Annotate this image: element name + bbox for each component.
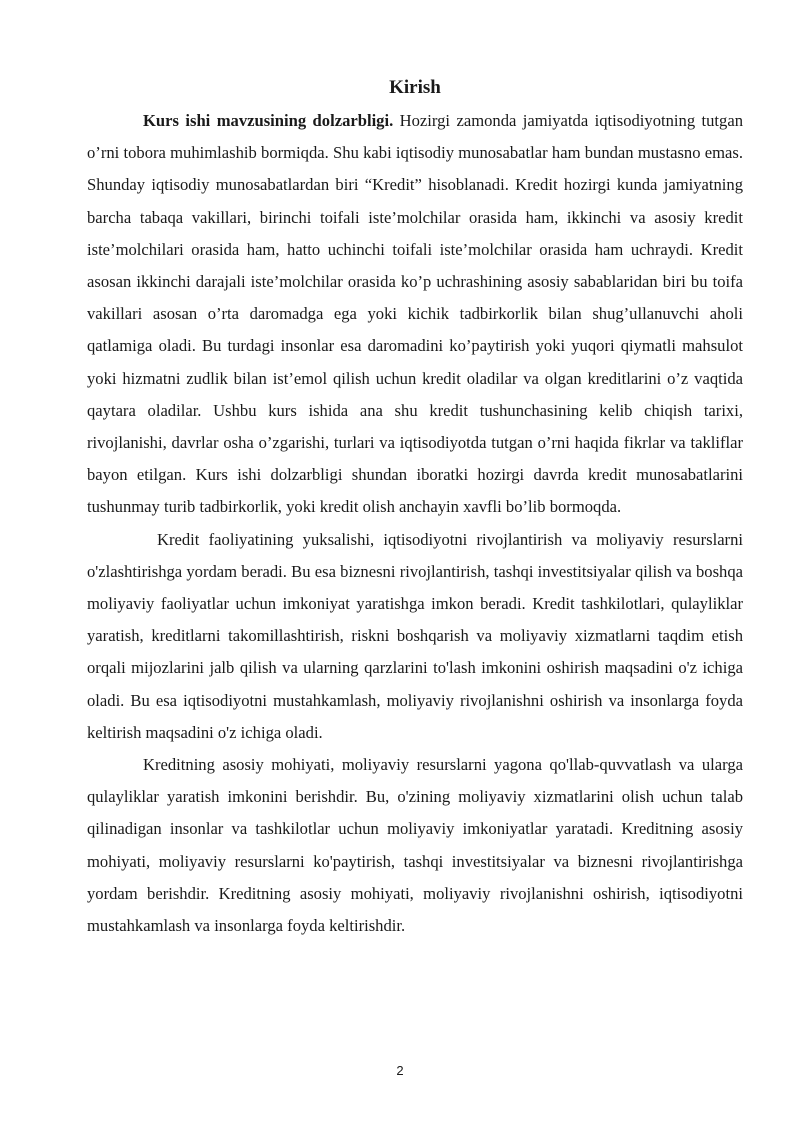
paragraph-3-text: Kreditning asosiy mohiyati, moliyaviy resurslarni yagona qo'llab-quvvatlash va ularga qulayliklar yaratish imkonini berishdir. Bu, o'zining moliyaviy xizmatlarini olish uchun talab qilinadigan insonlar va tashkilotlar uchun moliyaviy imkoniyatlar yaratadi. Kreditning asosiy mohiyati, moliyaviy resurslarni ko'paytirish, tashqi investitsiyalar va biznesni rivojlantirishga yordam berishdir. Kreditning asosiy mohiyati, moliyaviy rivojlanishni oshirish, iqtisodiyotni mustahkamlash va insonlarga foyda keltirishdir.: [87, 755, 743, 936]
paragraph-1-lead: Kurs ishi mavzusining dolzarbligi.: [143, 111, 394, 130]
paragraph-2: [87, 524, 743, 749]
document-page: [87, 72, 743, 942]
page-number: 2: [396, 1063, 404, 1078]
paragraph-2-text: Kredit faoliyatining yuksalishi, iqtisodiyotni rivojlantirish va moliyaviy resurslarni o'zlashtirishga yordam beradi. Bu esa biznesni rivojlantirish, tashqi investitsiyalar qilish va boshqa moliyaviy faoliyatlar uchun imkoniyat yaratishga imkon beradi. Kredit tashkilotlari, qulayliklar yaratish, kreditlarni takomillashtirish, riskni boshqarish va moliyaviy xizmatlarni taqdim etish orqali mijozlarini jalb qilish va ularning qarzlarini to'lash imkonini oshirish maqsadini o'z ichiga oladi. Bu esa iqtisodiyotni mustahkamlash, moliyaviy rivojlanishni oshirish va insonlarga foyda keltirish maqsadini o'z ichiga oladi.: [87, 529, 743, 742]
paragraph-3: [87, 749, 743, 942]
document-title: Kirish: [389, 77, 441, 98]
paragraph-1-text: Hozirgi zamonda jamiyatda iqtisodiyotning tutgan o’rni tobora muhimlashib bormiqda. Shu kabi iqtisodiy munosabatlar ham bundan mustasno emas. Shunday iqtisodiy munosabatlardan biri “Kredit” hisoblanadi. Kredit hozirgi kunda jamiyatning barcha tabaqa vakillari, birinchi toifali iste’molchilar orasida ham, ikkinchi va asosiy kredit iste’molchilari orasida ham, hatto uchinchi toifali iste’molchilar orasida ham uchraydi. Kredit asosan ikkinchi darajali iste’molchilar orasida ko’p uchrashining asosiy sabablaridan biri bu toifa vakillari asosan o’rta daromadga ega yoki kichik tadbirkorlik bilan shug’ullanuvchi aholi qatlamiga oladi. Bu turdagi insonlar esa daromadini ko’paytirish yoki yuqori qiymatli mahsulot yoki hizmatni zudlik bilan ist’emol qilish uchun kredit oladilar va olgan kreditlarini o’z vaqtida qaytara oladilar. Ushbu kurs ishida ana shu kredit tushunchasining kelib chiqish tarixi, rivojlanishi, davrlar osha o’zgarishi, turlari va iqtisodiyotda tutgan o’rni haqida fikrlar va takliflar bayon etilgan. Kurs ishi dolzarbligi shundan iboratki hozirgi davrda kredit munosabatlarini tushunmay turib tadbirkorlik, yoki kredit olish anchayin xavfli bo’lib bormoqda.: [87, 111, 744, 517]
paragraph-1: [87, 105, 743, 524]
